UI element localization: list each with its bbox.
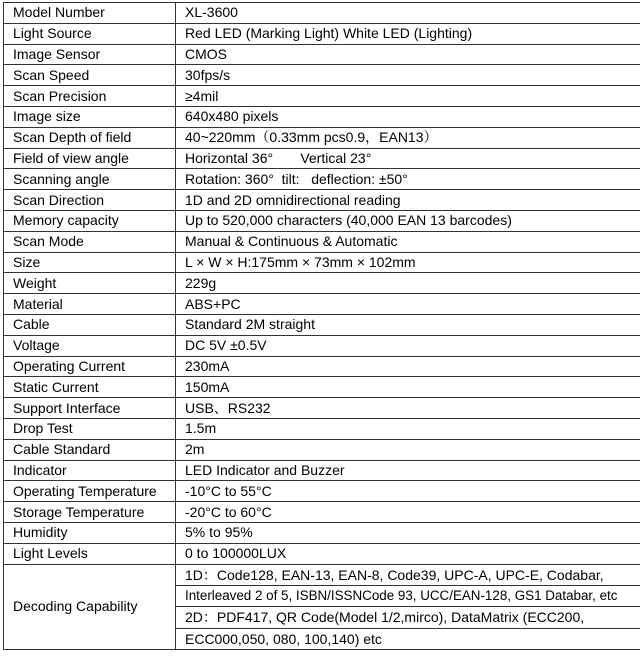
- spec-label: Operating Temperature: [4, 481, 176, 502]
- table-row: [4, 231, 640, 252]
- table-row: [4, 106, 640, 127]
- table-row: [4, 148, 640, 169]
- table-row: [4, 418, 640, 439]
- decoding-row: [4, 564, 640, 650]
- table-row: [4, 127, 640, 148]
- decoding-line-1d-continued: Interleaved 2 of 5, ISBN/ISSNCode 93, UCC/EAN-128, GS1 Databar, etc: [176, 586, 640, 607]
- spec-table-body: [4, 3, 640, 650]
- spec-label: Storage Temperature: [4, 502, 176, 523]
- spec-value: 40~220mm（0.33mm pcs0.9，EAN13）: [176, 127, 640, 148]
- spec-value: DC 5V ±0.5V: [176, 335, 640, 356]
- spec-value: Up to 520,000 characters (40,000 EAN 13 barcodes): [176, 210, 640, 231]
- spec-value: 0 to 100000LUX: [176, 543, 640, 564]
- table-row: [4, 190, 640, 211]
- spec-label: Scan Depth of field: [4, 127, 176, 148]
- spec-value: USB、RS232: [176, 398, 640, 419]
- table-row: [4, 522, 640, 543]
- spec-label: Voltage: [4, 335, 176, 356]
- spec-value: 150mA: [176, 377, 640, 398]
- table-row: [4, 377, 640, 398]
- spec-label: Size: [4, 252, 176, 273]
- table-row: [4, 273, 640, 294]
- spec-value: Standard 2M straight: [176, 314, 640, 335]
- spec-label: Field of view angle: [4, 148, 176, 169]
- spec-value: 230mA: [176, 356, 640, 377]
- table-row: [4, 294, 640, 315]
- table-row: [4, 86, 640, 107]
- spec-label: Support Interface: [4, 398, 176, 419]
- spec-value: XL-3600: [176, 3, 640, 24]
- spec-label: Indicator: [4, 460, 176, 481]
- spec-table: [3, 2, 640, 650]
- decoding-line-2d-continued: ECC000,050, 080, 100,140) etc: [185, 630, 382, 647]
- spec-value: -20°C to 60°C: [176, 502, 640, 523]
- spec-label: Operating Current: [4, 356, 176, 377]
- table-row: [4, 460, 640, 481]
- spec-label: Model Number: [4, 3, 176, 24]
- decoding-line-1d: 1D：Code128, EAN-13, EAN-8, Code39, UPC-A, UPC-E, Codabar,: [176, 565, 640, 586]
- spec-value: Horizontal 36° Vertical 23°: [176, 148, 640, 169]
- table-row: [4, 210, 640, 231]
- spec-label: Scan Mode: [4, 231, 176, 252]
- table-row: [4, 252, 640, 273]
- spec-value: LED Indicator and Buzzer: [176, 460, 640, 481]
- spec-label: Material: [4, 294, 176, 315]
- table-row: [4, 314, 640, 335]
- table-row: [4, 356, 640, 377]
- spec-label: Image size: [4, 106, 176, 127]
- spec-label: Memory capacity: [4, 210, 176, 231]
- spec-value: ABS+PC: [176, 294, 640, 315]
- spec-label: Humidity: [4, 522, 176, 543]
- table-row: [4, 481, 640, 502]
- spec-value: ≥4mil: [176, 86, 640, 107]
- spec-value: Red LED (Marking Light) White LED (Lighting): [176, 23, 640, 44]
- spec-value: CMOS: [176, 44, 640, 65]
- spec-value: 1.5m: [176, 418, 640, 439]
- spec-label: Scan Precision: [4, 86, 176, 107]
- decoding-line-2d: 2D：PDF417, QR Code(Model 1/2,mirco), DataMatrix (ECC200,: [176, 607, 640, 628]
- table-row: [4, 65, 640, 86]
- table-row: [4, 398, 640, 419]
- table-row: [4, 169, 640, 190]
- table-row: [4, 23, 640, 44]
- spec-value: 30fps/s: [176, 65, 640, 86]
- table-row: [4, 543, 640, 564]
- decoding-capability-label: Decoding Capability: [4, 564, 176, 650]
- table-row: [4, 44, 640, 65]
- spec-value: 2m: [176, 439, 640, 460]
- decoding-capability-value: [176, 564, 640, 650]
- spec-value: Rotation: 360° tilt: deflection: ±50°: [176, 169, 640, 190]
- spec-value: 640x480 pixels: [176, 106, 640, 127]
- spec-value: -10°C to 55°C: [176, 481, 640, 502]
- spec-label: Cable Standard: [4, 439, 176, 460]
- spec-label: Scan Speed: [4, 65, 176, 86]
- spec-value: Manual & Continuous & Automatic: [176, 231, 640, 252]
- spec-value: 229g: [176, 273, 640, 294]
- spec-label: Scan Direction: [4, 190, 176, 211]
- spec-label: Light Source: [4, 23, 176, 44]
- spec-value: 5% to 95%: [176, 522, 640, 543]
- spec-label: Weight: [4, 273, 176, 294]
- spec-label: Scanning angle: [4, 169, 176, 190]
- table-row: [4, 3, 640, 24]
- table-row: [4, 335, 640, 356]
- spec-label: Cable: [4, 314, 176, 335]
- spec-label: Image Sensor: [4, 44, 176, 65]
- table-row: [4, 502, 640, 523]
- spec-label: Static Current: [4, 377, 176, 398]
- spec-value: 1D and 2D omnidirectional reading: [176, 190, 640, 211]
- spec-label: Light Levels: [4, 543, 176, 564]
- spec-label: Drop Test: [4, 418, 176, 439]
- table-row: [4, 439, 640, 460]
- spec-value: L × W × H:175mm × 73mm × 102mm: [176, 252, 640, 273]
